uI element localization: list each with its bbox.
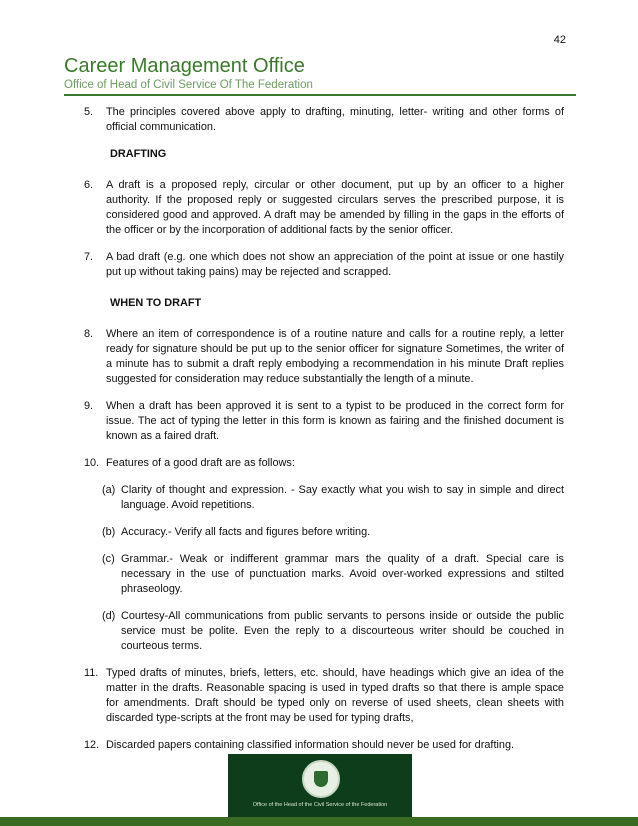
header-title: Career Management Office <box>64 55 305 77</box>
crest-shield-icon <box>314 771 328 787</box>
item-number: 7. <box>84 251 94 263</box>
item-text: Features of a good draft are as follows: <box>106 457 295 469</box>
item-text: A draft is a proposed reply, circular or other document, put up by an officer to a higher authority. If the proposed reply or suggested circulars serves the prescribed purpose, it is considered good and approved. A draft may be amended by filling in the gaps in the efforts of the officer or by the incorporation of additional facts by the senior officer. <box>106 179 564 236</box>
item-number: 10. <box>84 457 100 469</box>
list-item <box>84 399 564 444</box>
sub-item-text: Grammar.- Weak or indifferent grammar mars the quality of a draft. Special care is necessary in the use of punctuation marks. Avoid over-worked expressions and stilted phraseology. <box>121 553 564 595</box>
footer-band <box>0 817 638 826</box>
footer-text: Office of the Head of the Civil Service of the Federation <box>252 802 388 808</box>
sub-item <box>84 525 564 540</box>
item-text: Where an item of correspondence is of a routine nature and calls for a routine reply, a letter ready for signature should be put up to the senior officer for signature Sometimes, the writer of a minute has to submit a draft reply embodying a recommendation in his minute Draft replies suggested for consideration may reduce substantially the length of a minute. <box>106 328 564 385</box>
sub-item <box>84 552 564 597</box>
page-number: 42 <box>553 34 566 46</box>
sub-item <box>84 609 564 654</box>
document-body <box>84 105 564 765</box>
sub-item-text: Courtesy-All communications from public servants to persons inside or outside the public service must be polite. Even the reply to a discourteous writer should be couched in courteous terms. <box>121 610 564 652</box>
item-number: 11. <box>84 667 99 679</box>
item-number: 8. <box>84 328 94 340</box>
sub-item <box>84 483 564 513</box>
section-heading-drafting: DRAFTING <box>110 148 167 160</box>
item-text: When a draft has been approved it is sent to a typist to be produced in the correct form for issue. The act of typing the letter in this form is known as fairing and the finished document is known as a faired draft. <box>106 400 564 442</box>
item-number: 6. <box>84 179 94 191</box>
footer-box <box>228 754 412 817</box>
sub-item-label: (c) <box>102 553 115 565</box>
header-rule <box>64 94 576 96</box>
item-number: 9. <box>84 400 94 412</box>
sub-item-label: (b) <box>102 526 116 538</box>
list-item <box>84 456 564 471</box>
list-item <box>84 666 564 726</box>
sub-item-label: (a) <box>102 484 116 496</box>
section-heading-when-to-draft: WHEN TO DRAFT <box>110 297 202 309</box>
item-text: A bad draft (e.g. one which does not show an appreciation of the point at issue or one hastily put up without taking pains) may be rejected and scrapped. <box>106 251 564 278</box>
list-item <box>84 738 564 753</box>
item-text: Typed drafts of minutes, briefs, letters, etc. should, have headings which give an idea of the matter in the drafts. Reasonable spacing is used in typed drafts so that there is ample space for amendments. Draft should be typed only on reverse of used sheets, clean sheets with discarded type-scripts at the front may be used for typing drafts, <box>106 667 564 724</box>
list-item <box>84 327 564 387</box>
sub-item-label: (d) <box>102 610 116 622</box>
list-item <box>84 250 564 280</box>
header-subtitle: Office of Head of Civil Service Of The Federation <box>64 79 313 91</box>
coat-of-arms-icon <box>302 760 340 798</box>
list-item <box>84 105 564 135</box>
item-number: 5. <box>84 106 94 118</box>
item-number: 12. <box>84 739 100 751</box>
list-item <box>84 178 564 238</box>
item-text: Discarded papers containing classified information should never be used for drafting. <box>106 739 515 751</box>
item-text: The principles covered above apply to drafting, minuting, letter- writing and other forms of official communication. <box>106 106 564 133</box>
sub-item-text: Accuracy.- Verify all facts and figures before writing. <box>121 526 371 538</box>
sub-item-text: Clarity of thought and expression. - Say exactly what you wish to say in simple and direct language. Avoid repetitions. <box>121 484 564 511</box>
